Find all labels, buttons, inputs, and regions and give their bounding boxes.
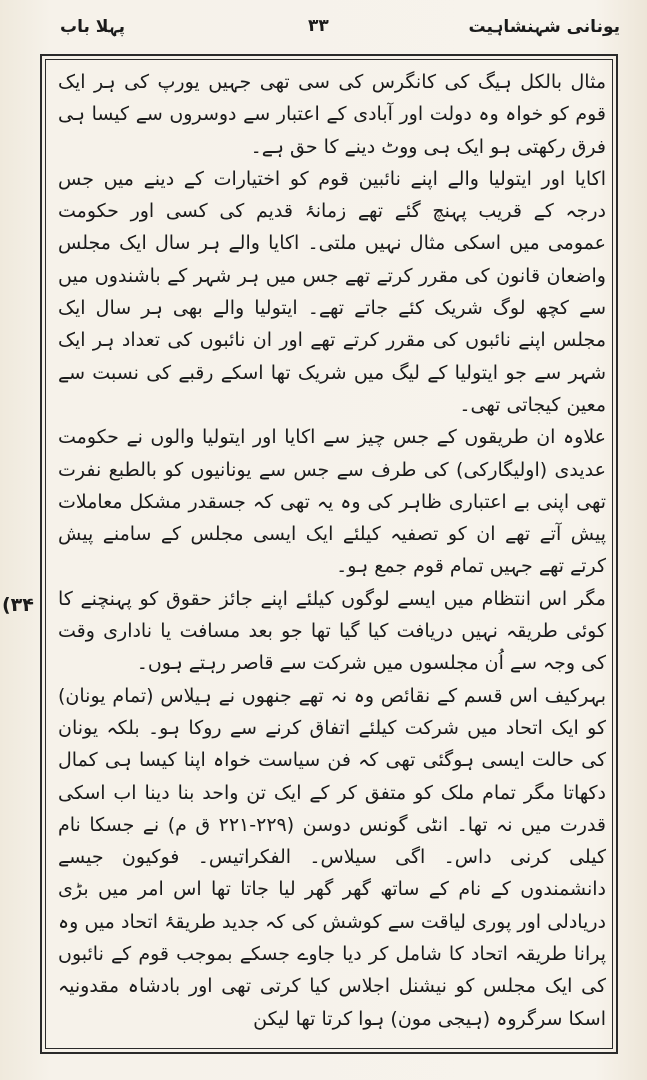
- paragraph-4: مگر اس انتظام میں ایسے لوگوں کیلئے اپنے جائز حقوق کو پہنچنے کا کوئی طریقہ نہیں دریافت کیا گیا تھا جو بعد مسافت یا ناداری وقت کی وجہ سے اُن مجلسوں میں شرکت سے قاصر رہتے ہوں۔: [58, 587, 606, 675]
- chapter-label: پہلا باب: [60, 17, 126, 37]
- body-text: [58, 66, 606, 1035]
- margin-page-reference: (۳۴: [2, 594, 34, 616]
- paragraph-1: مثال بالکل ہیگ کی کانگرس کی سی تھی جہیں یورپ کی ہر ایک قوم کو خواہ وہ دولت اور آبادی کے اعتبار سے دوسروں سے کیسا ہی فرق رکھتی ہو ایک ہی ووٹ دینے کا حق ہے۔: [58, 71, 606, 158]
- paragraph-3: علاوہ ان طریقوں کے جس چیز سے اکایا اور ایتولیا والوں نے حکومت عدیدی (اولیگارکی) کی طرف سے جس سے یونانیوں کو بالطبع نفرت تھی اپنی بے اعتباری ظاہر کی وہ یہ تھی کہ جسقدر مشکل معاملات پیش آتے تھے ان کو تصفیہ کیلئے ایک ایسی مجلس کے سامنے پیش کرتے تھے جہیں تمام قوم جمع ہو۔: [58, 426, 606, 578]
- running-title: یونانی شہنشاہیت: [468, 17, 620, 37]
- page-number: ۳۳: [308, 16, 329, 36]
- page-header: [60, 12, 620, 46]
- paragraph-5: بہرکیف اس قسم کے نقائص وہ نہ تھے جنھوں نے ہیلاس (تمام یونان) کو ایک اتحاد میں شرکت کیلئے اتفاق کرنے سے روکا ہو۔ بلکہ یونان کی حالت ایسی ہوگئی تھی کہ فن سیاست خواہ اپنا کیسا ہی کمال دکھاتا مگر تمام ملک کو متفق کر کے ایک تن واحد بنا دینا اب اسکی قدرت میں نہ تھا۔ انٹی گونس دوسن (۲۲۹-۲۲۱ ق م) نے جسکا نام کیلی کرنی داس۔ اگی سیلاس۔ الفکراتیس۔ فوکیون جیسے دانشمندوں کے نام کے ساتھ گھر گھر لیا جاتا تھا اس امر میں بڑی دریادلی اور پوری لیاقت سے کوشش کی کہ جدید طریقۂ اتحاد میں وہ پرانا طریقہ اتحاد کا شامل کر دیا جاوے جسکے بموجب قوم کے نائبوں کی ایک مجلس کو نیشنل اجلاس کیا کرتی تھی اور بادشاہ مقدونیہ اسکا سرگروہ (ہیجی مون) ہوا کرتا تھا لیکن: [58, 684, 606, 1030]
- paragraph-2: اکایا اور ایتولیا والے اپنے نائبین قوم کو اختیارات کے دینے میں جس درجہ کے قریب پہنچ گئے تھے زمانۂ قدیم کی کسی اور حکومت عمومی میں اسکی مثال نہیں ملتی۔ اکایا والے ہر سال ایک مجلس واضعان قانون کی مقرر کرتے تھے جس میں ہر شہر کے باشندوں میں سے کچھ لوگ شریک کئے جاتے تھے۔ ایتولیا والے بھی ہر سال ایک مجلس اپنے نائبوں کی مقرر کرتے تھے اور ان نائبوں کی تعداد ہر ایک شہر سے جو ایتولیا کے لیگ میں شریک تھا اسکے رقبے کی نسبت سے معین کیجاتی تھی۔: [58, 167, 606, 416]
